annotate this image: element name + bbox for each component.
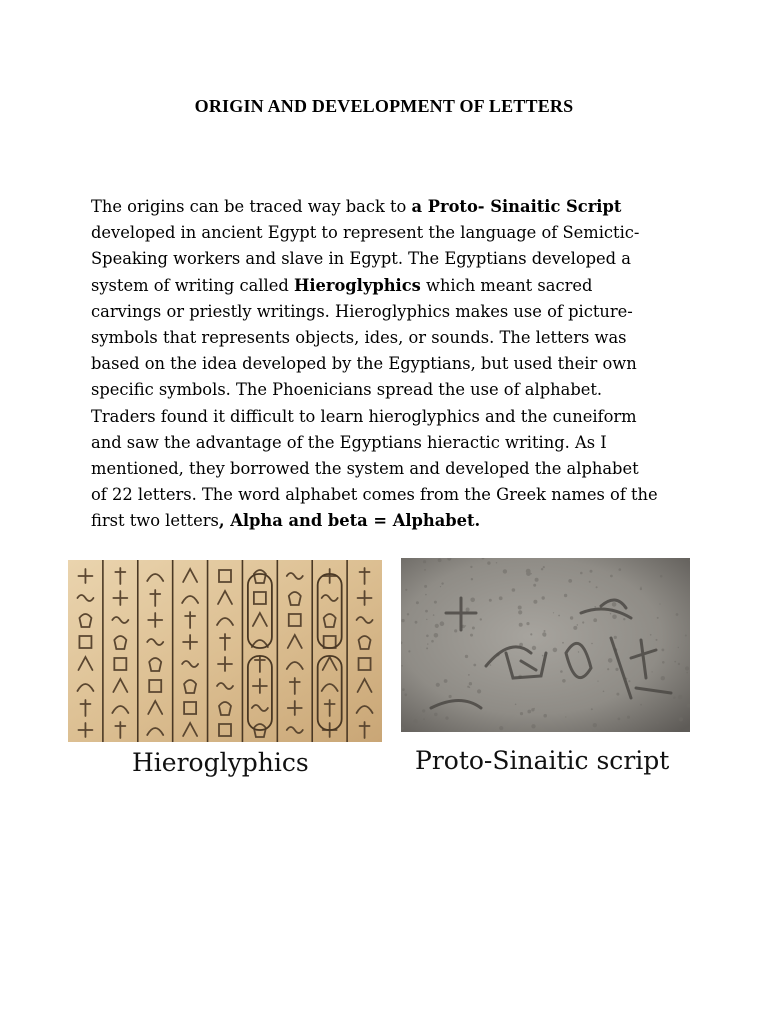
speckle [512,588,516,592]
speckle [610,575,613,578]
para-line: based on the idea developed by the Egyptians, but used their own [91,354,637,374]
speckle [543,714,547,718]
speckle [679,717,683,721]
speckle [656,639,658,641]
speckle [553,612,554,613]
para-line: system of writing called Hieroglyphics which meant sacred [91,275,593,295]
speckle [533,708,535,710]
proto-sinaitic-caption: Proto-Sinaitic script [415,746,670,775]
speckle [533,584,536,587]
speckle [533,600,537,604]
speckle [596,586,598,588]
speckle [426,635,429,638]
speckle [657,617,659,619]
speckle [577,624,579,626]
speckle [593,618,597,622]
speckle [673,696,676,699]
speckle [593,723,597,727]
speckle [466,609,469,612]
speckle [627,716,630,719]
speckle [662,661,665,664]
speckle [650,634,652,636]
speckle [434,713,438,717]
hieroglyphics-image [68,560,382,742]
speckle [471,578,473,580]
speckle [616,693,619,696]
para-line: specific symbols. The Phoenicians spread the use of alphabet. [91,380,603,400]
speckle [659,603,660,604]
speckle [542,655,544,657]
para-line: and saw the advantage of the Egyptians hieractic writing. As I [91,432,607,452]
speckle [531,724,535,728]
speckle [590,570,593,573]
speckle [445,716,448,719]
speckle [440,586,441,587]
speckle [607,668,609,670]
speckle [553,648,558,653]
speckle [472,627,475,630]
speckle [685,635,687,637]
speckle [427,643,428,644]
hieroglyphics-drawing [68,560,382,742]
speckle [610,613,611,614]
speckle [662,649,665,652]
speckle [423,718,425,720]
speckle [562,679,566,683]
speckle [573,626,577,630]
speckle [515,704,517,706]
hieroglyphics-caption: Hieroglyphics [132,748,309,777]
speckle [431,640,434,643]
speckle [499,726,503,730]
speckle [441,582,443,584]
speckle [425,610,428,613]
para-line: developed in ancient Egypt to represent the language of Semictic- [91,223,640,243]
speckle [518,606,522,610]
speckle [487,561,490,564]
speckle [449,695,452,698]
speckle [415,621,418,624]
speckle [562,642,564,644]
speckle [408,650,410,652]
speckle [424,569,426,571]
speckle [496,562,497,563]
speckle [416,601,419,604]
speckle [518,610,522,614]
speckle [580,572,583,575]
speckle [678,663,680,665]
speckle [405,589,407,591]
speckle [578,651,579,652]
speckle [490,664,491,665]
speckle [614,636,617,639]
speckle [535,578,539,582]
speckle [444,679,448,683]
speckle [541,568,543,570]
speckle [468,674,470,676]
speckle [565,716,566,717]
speckle [544,630,546,632]
speckle [527,710,531,714]
speckle [470,598,475,603]
speckle [503,569,507,573]
speckle [570,616,573,619]
speckle [640,588,642,590]
speckle [603,691,605,693]
speckle [454,629,457,632]
speckle [656,722,659,725]
speckle [470,634,473,637]
speckle [591,643,593,645]
speckle [422,709,425,712]
para-line: Traders found it difficult to learn hieroglyphics and the cuneiform [91,406,637,426]
speckle [543,634,546,637]
speckle [558,615,560,617]
speckle [407,613,409,615]
speckle [618,718,621,721]
speckle [532,646,536,650]
speckle [401,665,403,667]
speckle [674,661,676,663]
speckle [436,683,440,687]
speckle [612,615,617,620]
speckle [469,682,472,685]
speckle [543,566,545,568]
proto-sinaitic-drawing [401,558,690,732]
para-line: first two letters, Alpha and beta = Alphabet. [91,511,481,531]
speckle [438,558,442,562]
para-line: carvings or priestly writings. Hieroglyphics makes use of picture- [91,301,633,321]
speckle [615,668,618,671]
speckle [612,602,617,607]
speckle [473,664,476,667]
speckle [589,581,591,583]
speckle [640,704,642,706]
speckle [467,686,469,688]
page-title: ORIGIN AND DEVELOPMENT OF LETTERS [194,96,574,116]
speckle [413,719,418,724]
speckle [519,623,523,627]
proto-sinaitic-image [401,558,690,732]
body-paragraph [91,194,691,535]
speckle [591,708,593,710]
speckle [425,594,427,596]
speckle [660,575,663,578]
speckle [640,587,641,588]
speckle [426,647,428,649]
speckle [440,621,445,626]
speckle [628,680,630,682]
speckle [433,614,435,616]
speckle [489,599,492,602]
speckle [623,618,625,620]
speckle [676,613,679,616]
speckle [530,633,532,635]
speckle [661,676,665,680]
speckle [582,621,584,623]
para-line: mentioned, they borrowed the system and developed the alphabet [91,459,639,479]
speckle [465,625,466,626]
speckle [480,618,482,620]
speckle [685,666,689,670]
speckle [560,670,563,673]
speckle [597,681,598,682]
speckle [499,596,503,600]
speckle [526,622,529,625]
speckle [423,560,426,563]
speckle [594,606,596,608]
speckle [568,579,572,583]
para-line: The origins can be traced way back to a Proto- Sinaitic Script [91,197,622,216]
para-line: symbols that represents objects, ides, or sounds. The letters was [91,328,627,348]
speckle [434,601,437,604]
speckle [619,568,622,571]
speckle [477,689,481,693]
speckle [564,594,567,597]
speckle [465,655,468,658]
speckle [402,688,405,691]
speckle [678,695,683,700]
speckle [520,712,523,715]
para-line: Speaking workers and slave in Egypt. The Egyptians developed a [91,249,631,269]
speckle [686,672,688,674]
speckle [424,585,427,588]
speckle [426,619,427,620]
speckle [608,658,613,663]
speckle [542,596,545,599]
speckle [401,619,404,622]
speckle [435,624,439,628]
para-line: of 22 letters. The word alphabet comes from the Greek names of the [91,485,658,505]
speckle [470,566,472,568]
speckle [526,569,531,574]
speckle [404,693,407,696]
speckle [652,671,653,672]
speckle [678,647,679,648]
speckle [434,633,439,638]
